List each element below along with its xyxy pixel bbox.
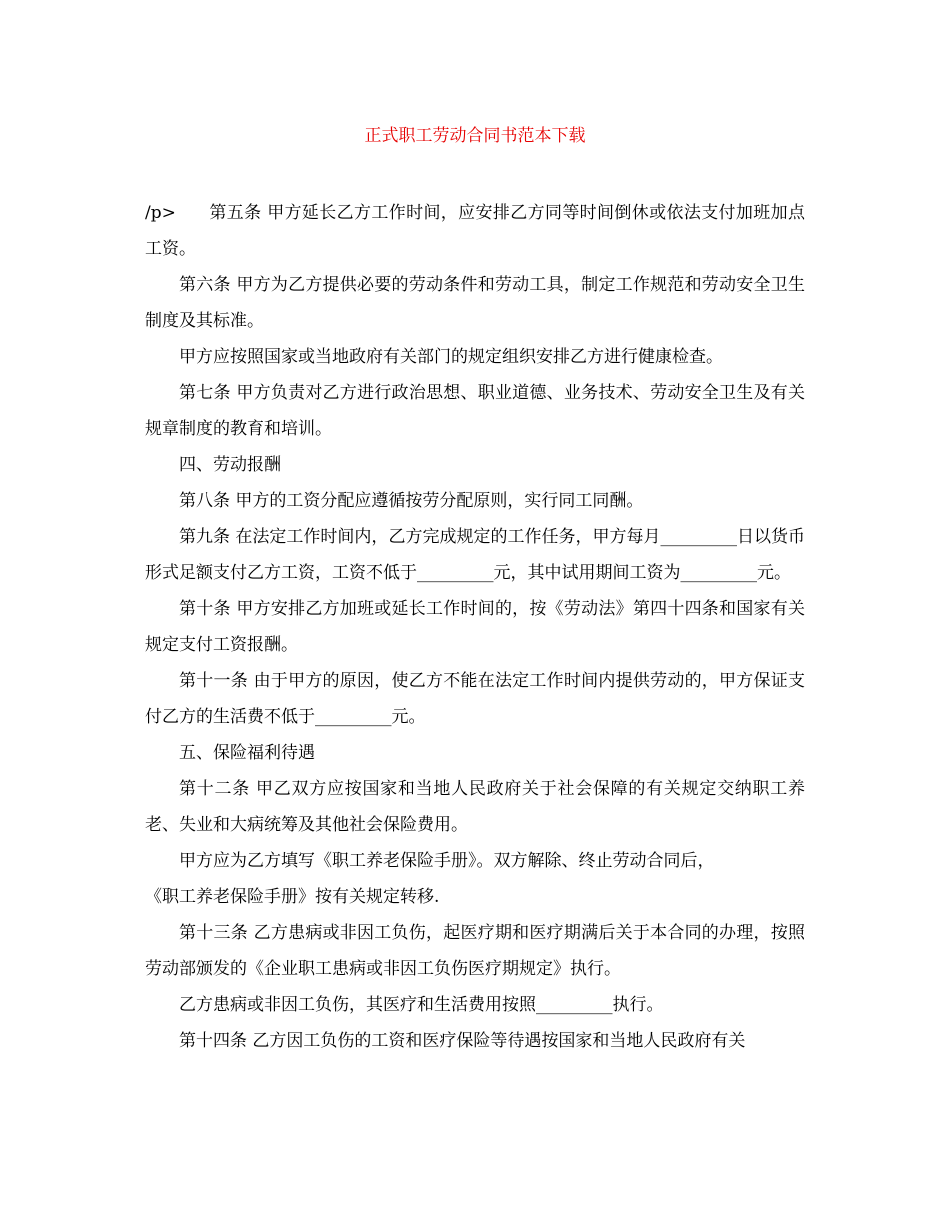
paragraph-article-9: 第九条 在法定工作时间内，乙方完成规定的工作任务，甲方每月_________日以货币形式足额支付乙方工资，工资不低于_________元，其中试用期间工资为_________元。 xyxy=(145,527,805,583)
paragraph-text: 第五条 甲方延长乙方工作时间，应安排乙方同等时间倒休或依法支付加班加点工资。 xyxy=(145,203,805,259)
section-heading-insurance: 五、保险福利待遇 xyxy=(179,743,315,763)
paragraph-article-5 xyxy=(145,195,805,267)
paragraph-article-14: 第十四条 乙方因工负伤的工资和医疗保险等待遇按国家和当地人民政府有关 xyxy=(179,1031,746,1051)
paragraph-sick-leave-costs: 乙方患病或非因工负伤，其医疗和生活费用按照_________执行。 xyxy=(179,995,664,1015)
paragraph-pension-handbook: 甲方应为乙方填写《职工养老保险手册》。双方解除、终止劳动合同后， xyxy=(179,851,715,871)
paragraph-health-check: 甲方应按照国家或当地政府有关部门的规定组织安排乙方进行健康检查。 xyxy=(179,347,723,367)
document-body xyxy=(145,195,805,1059)
stray-tag-text: /p> xyxy=(145,203,176,223)
paragraph-article-11: 第十一条 由于甲方的原因，使乙方不能在法定工作时间内提供劳动的，甲方保证支付乙方的生活费不低于_________元。 xyxy=(145,671,805,727)
paragraph-article-7: 第七条 甲方负责对乙方进行政治思想、职业道德、业务技术、劳动安全卫生及有关规章制度的教育和培训。 xyxy=(145,383,805,439)
document-title: 正式职工劳动合同书范本下载 xyxy=(364,126,586,146)
paragraph-article-8: 第八条 甲方的工资分配应遵循按劳分配原则，实行同工同酬。 xyxy=(179,491,644,511)
paragraph-pension-transfer: 《职工养老保险手册》按有关规定转移. xyxy=(145,887,440,907)
section-heading-remuneration: 四、劳动报酬 xyxy=(179,455,281,475)
paragraph-article-10: 第十条 甲方安排乙方加班或延长工作时间的，按《劳动法》第四十四条和国家有关规定支付工资报酬。 xyxy=(145,599,805,655)
paragraph-article-6: 第六条 甲方为乙方提供必要的劳动条件和劳动工具，制定工作规范和劳动安全卫生制度及其标准。 xyxy=(145,275,805,331)
paragraph-article-12: 第十二条 甲乙双方应按国家和当地人民政府关于社会保障的有关规定交纳职工养老、失业和大病统筹及其他社会保险费用。 xyxy=(145,779,805,835)
paragraph-article-13: 第十三条 乙方患病或非因工负伤，起医疗期和医疗期满后关于本合同的办理，按照劳动部颁发的《企业职工患病或非因工负伤医疗期规定》执行。 xyxy=(145,923,805,979)
